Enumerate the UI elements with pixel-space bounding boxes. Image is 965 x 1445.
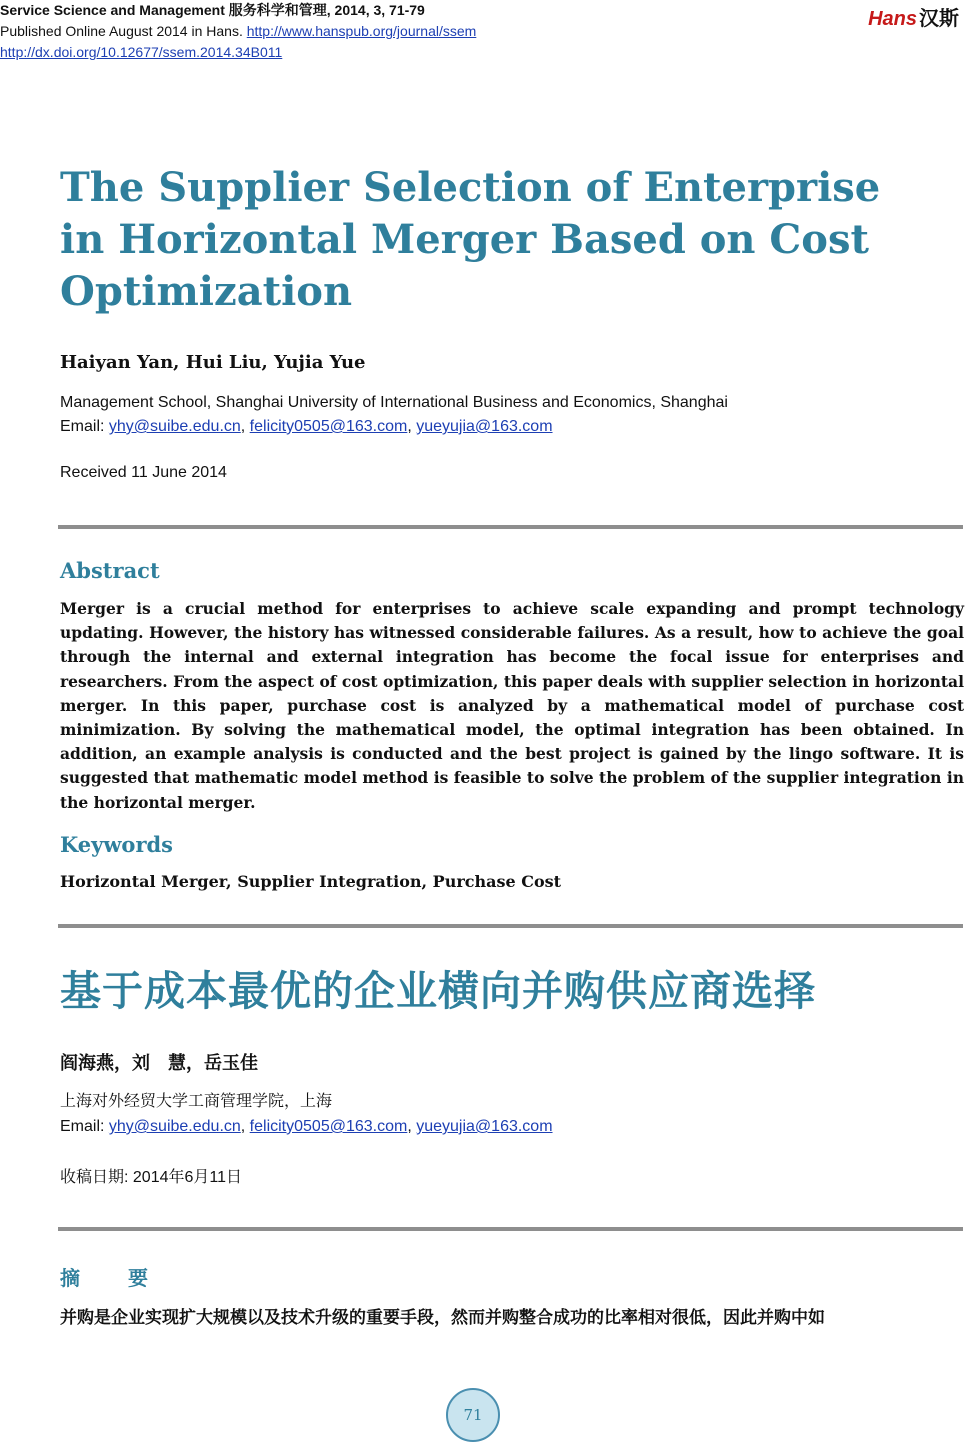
publisher-logo [868, 2, 959, 31]
keywords-list: Horizontal Merger, Supplier Integration, Purchase Cost [60, 872, 562, 891]
received-date-en: Received 11 June 2014 [60, 464, 227, 481]
email-label: Email: [60, 1118, 109, 1135]
paper-title-cn: 基于成本最优的企业横向并购供应商选择 [60, 968, 816, 1014]
logo-latin: Hans [868, 8, 917, 30]
section-divider [58, 1227, 963, 1231]
abstract-body: Merger is a crucial method for enterprises to achieve scale expanding and prompt technology updating. However, the history has witnessed considerable failures. As a result, how to achieve the goal through the internal and external integration has become the focal issue for enterprises and researchers. From the aspect of cost optimization, this paper deals with supplier selection in horizontal merger. In this paper, purchase cost is analyzed by a mathematical model of purchase cost minimization. By solving the mathematical model, the optimal integration has been obtained. In addition, an example analysis is conducted and the best project is gained by the lingo software. It is suggested that mathematic model method is feasible to solve the problem of the supplier integration in the horizontal merger. [60, 599, 964, 812]
email-link-1[interactable]: yhy@suibe.edu.cn [108, 418, 241, 435]
email-link-2[interactable]: felicity0505@163.com [249, 418, 408, 435]
doi-link[interactable]: http://dx.doi.org/10.12677/ssem.2014.34B011 [0, 44, 283, 60]
email-label: Email: [60, 418, 109, 435]
page-number: 71 [446, 1388, 500, 1442]
section-divider [58, 924, 963, 928]
affiliation-cn: 上海对外经贸大学工商管理学院，上海 [60, 1093, 333, 1110]
email-link-3[interactable]: yueyujia@163.com [416, 1118, 553, 1135]
email-line-en: Email: yhy@suibe.edu.cn, felicity0505@163.com, yueyujia@163.com [60, 418, 553, 435]
email-link-1[interactable]: yhy@suibe.edu.cn [108, 1118, 241, 1135]
logo-cn: 汉斯 [919, 8, 959, 30]
running-header [0, 0, 476, 63]
journal-citation: Service Science and Management 服务科学和管理, 2014, 3, 71-79 [0, 2, 425, 18]
received-date-cn: 收稿日期: 2014年6月11日 [60, 1169, 242, 1186]
affiliation-block-cn [60, 1089, 553, 1139]
email-line-cn: Email: yhy@suibe.edu.cn, felicity0505@163.com, yueyujia@163.com [60, 1118, 553, 1135]
authors-cn: 阎海燕，刘 慧，岳玉佳 [60, 1053, 258, 1074]
affiliation-block-en [60, 391, 728, 439]
authors-en: Haiyan Yan, Hui Liu, Yujia Yue [60, 352, 366, 373]
section-divider [58, 525, 963, 529]
keywords-heading: Keywords [60, 832, 174, 857]
email-link-2[interactable]: felicity0505@163.com [249, 1118, 408, 1135]
abstract-heading: Abstract [60, 558, 160, 583]
paper-title-en: The Supplier Selection of Enterprise in Horizontal Merger Based on Cost Optimization [60, 164, 881, 315]
email-link-3[interactable]: yueyujia@163.com [416, 418, 553, 435]
published-line [0, 21, 476, 42]
abstract-body-cn: 并购是企业实现扩大规模以及技术升级的重要手段，然而并购整合成功的比率相对很低，因此并购中如 [60, 1308, 825, 1327]
published-text: Published Online August 2014 in Hans. [0, 23, 247, 39]
affiliation-en: Management School, Shanghai University of International Business and Economics, Shanghai [60, 394, 728, 411]
journal-link[interactable]: http://www.hanspub.org/journal/ssem [246, 23, 477, 39]
abstract-heading-cn: 摘 要 [60, 1268, 162, 1290]
